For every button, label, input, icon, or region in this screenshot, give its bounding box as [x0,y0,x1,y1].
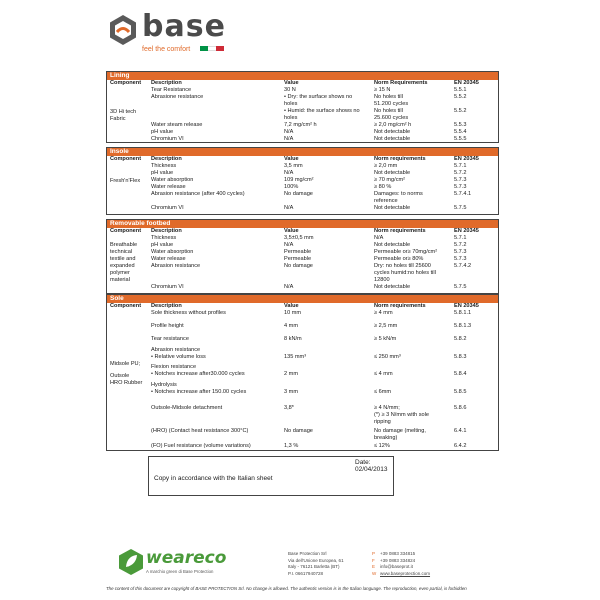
cell-description: Outsole-Midsole detachment [151,405,223,411]
cell-norm: ≥ 2,0 mm [374,163,398,169]
leaf-hexagon-icon [118,548,144,576]
table-row [107,108,498,115]
cell-value: 3,5 mm [284,163,303,169]
cell-norm: breaking) [374,435,398,441]
weareco-brand: weareco [146,548,227,568]
cell-description: pH value [151,129,174,135]
cell-description: Water release [151,184,186,190]
cell-value: 1,3 % [284,443,299,449]
component-line: textile and [110,256,136,262]
copy-note: Copy in accordance with the Italian sheet [154,475,273,482]
cell-norm: 25.600 cycles [374,115,409,121]
table-row [107,347,498,354]
cell-norm: N/A [374,235,384,241]
component-line: Midsole PU; [110,361,141,367]
cell-value: 109 mg/cm² [284,177,314,183]
flag-red [216,46,224,51]
section-title: Sole [107,295,498,303]
component-line: Breathable [110,242,138,248]
table-row [107,405,498,412]
cell-en: 5.8.1.1 [454,310,472,316]
header-description: Description [151,80,182,86]
table-row [107,435,498,442]
header-component: Component [110,228,142,234]
cell-norm: Not detectable [374,170,411,176]
cell-value: • Dry: the surface shows no [284,94,353,100]
cell-en: 5.5.5 [454,136,467,142]
cell-norm: ≤ 6mm [374,389,392,395]
address-line: Via dell'Unione Europea, 61 [288,557,344,563]
cell-description: • Notches increase after 150.00 cycles [151,389,247,395]
cell-en: 5.7.5 [454,284,467,290]
cell-description: Abrasion resistance [151,347,201,353]
header-value: Value [284,228,299,234]
cell-norm: ≥ 5 kN/m [374,336,397,342]
cell-en: 5.7.3 [454,249,467,255]
table-row [107,235,498,242]
header-norm: Norm requirements [374,228,426,234]
header-norm: Norm requirements [374,156,426,162]
cell-en: 5.5.4 [454,129,467,135]
cell-en: 5.7.5 [454,205,467,211]
cell-en: 5.7.3 [454,184,467,190]
column-headers [107,228,498,235]
cell-norm: Permeable or≥ 70mg/cm² [374,249,438,255]
cell-value: No damage [284,263,313,269]
contact-key: E [372,564,376,569]
component-line: material [110,277,130,283]
table-row [107,270,498,277]
cell-en: 5.8.5 [454,389,467,395]
cell-norm: ripping [374,419,391,425]
header-norm: Norm requirements [374,303,426,309]
header-value: Value [284,303,299,309]
component-line: technical [110,249,133,255]
section-title: Insole [107,148,498,156]
cell-en: 5.5.3 [454,122,467,128]
cell-description: Abrasion resistance (after 400 cycles) [151,191,245,197]
rows [107,310,498,450]
table-row [107,419,498,426]
cell-en: 5.7.1 [454,235,467,241]
cell-en: 5.7.2 [454,170,467,176]
hexagon-nut-icon [108,14,138,46]
cell-norm: Not detectable [374,129,411,135]
component-name [110,109,136,123]
cell-norm: No holes till [374,94,403,100]
section-lining [106,71,499,143]
cell-value: 3,5±0,5 mm [284,235,314,241]
cell-en: 5.7.3 [454,256,467,262]
rows [107,87,498,143]
table-row [107,129,498,136]
contact-value: +39 0883 334815 [380,551,416,556]
component-line: Outsole [110,373,130,379]
component-name [110,361,142,387]
contact-value[interactable]: info@baseprot.it [380,564,413,569]
table-row [107,364,498,371]
table-row [107,382,498,389]
cell-value: N/A [284,205,294,211]
cell-norm: ≤ 12% [374,443,390,449]
header-description: Description [151,156,182,162]
cell-description: Sole thickness without profiles [151,310,226,316]
column-headers [107,80,498,87]
table-row [107,94,498,101]
rows [107,235,498,291]
cell-norm: 51.200 cycles [374,101,409,107]
section-title: Removable footbed [107,220,498,228]
rows [107,163,498,212]
weareco-logo [118,546,227,582]
component-name [110,178,140,185]
cell-en: 5.8.6 [454,405,467,411]
cell-norm: ≤ 4 mm [374,371,393,377]
header-en: EN 20345 [454,80,479,86]
header-description: Description [151,303,182,309]
cell-norm: Damages: to norms [374,191,423,197]
cell-norm: Not detectable [374,205,411,211]
header-en: EN 20345 [454,228,479,234]
contact-value[interactable]: www.baseprotection.com [380,570,431,576]
table-row [107,336,498,343]
component-line: HRO Rubber [110,380,143,386]
company-contacts [372,551,430,577]
cell-description: pH value [151,242,174,248]
cell-en: 5.7.4.1 [454,191,472,197]
table-row [107,256,498,263]
cell-en: 6.4.1 [454,428,467,434]
italian-flag [200,46,224,51]
cell-value: 7,2 mg/cm² h [284,122,317,128]
cell-en: 5.8.4 [454,371,467,377]
cell-description: Water absorption [151,177,194,183]
cell-description: Abrasion resistance [151,263,201,269]
cell-value: holes [284,115,298,121]
cell-value: Permeable [284,256,312,262]
table-row [107,87,498,94]
table-row [107,354,498,361]
cell-en: 5.7.1 [454,163,467,169]
component-line: polymer [110,270,130,276]
cell-en: 5.7.2 [454,242,467,248]
header-component: Component [110,156,142,162]
contact-key: W [372,570,377,576]
cell-norm: ≥ 15 N [374,87,391,93]
cell-description: Water absorption [151,249,194,255]
document-date: Date: 02/04/2013 [355,459,388,473]
table-row [107,263,498,270]
note-box [148,456,394,496]
table-row [107,163,498,170]
cell-description: (HRO) (Contact heat resistance 300°C) [151,428,249,434]
cell-description: Water release [151,256,186,262]
cell-en: 5.5.2 [454,108,467,114]
address-line: Italy - 76121 Barletta (BT) [288,564,340,569]
flag-white [208,46,216,51]
cell-value: 10 mm [284,310,302,316]
cell-en: 5.5.2 [454,94,467,100]
cell-norm: Permeable or≥ 80% [374,256,424,262]
header-value: Value [284,80,299,86]
table-row [107,170,498,177]
cell-norm: 12800 [374,277,390,283]
cell-en: 5.8.1.3 [454,323,472,329]
cell-description: Abrasione resistance [151,94,204,100]
cell-description: Water steam release [151,122,203,128]
cell-value: 2 mm [284,371,298,377]
cell-description: Chromium VI [151,136,184,142]
cell-norm: ≤ 250 mm³ [374,354,401,360]
cell-value: N/A [284,284,294,290]
company-address [288,551,344,577]
cell-value: 3,8* [284,405,294,411]
table-row [107,115,498,122]
component-line: Fresh'n'Flex [110,178,141,184]
header-component: Component [110,80,142,86]
cell-value: N/A [284,129,294,135]
contact-web[interactable] [372,571,430,578]
header-en: EN 20345 [454,156,479,162]
contact-value: +39 0883 334824 [380,557,416,563]
cell-description: pH value [151,170,174,176]
table-row [107,198,498,205]
weareco-tagline: A marchio green di Base Protection [146,569,214,574]
cell-description: (FO) Fuel resistance (volume variations) [151,443,251,449]
cell-description: Thickness [151,163,177,169]
table-row [107,101,498,108]
cell-value: 30 N [284,87,296,93]
table-row [107,122,498,129]
header-component: Component [110,303,142,309]
cell-description: Thickness [151,235,177,241]
cell-norm: ≥ 2,5 mm [374,323,398,329]
table-row [107,428,498,435]
cell-description: Tear Resistance [151,87,192,93]
table-row [107,177,498,184]
table-row [107,389,498,396]
cell-value: Permeable [284,249,312,255]
table-row [107,412,498,419]
table-row [107,242,498,249]
header-value: Value [284,156,299,162]
cell-norm: cycles humid:no holes till [374,270,436,276]
cell-norm: (*) ≥ 3 N/mm with sole [374,412,429,418]
cell-value: 100% [284,184,299,190]
cell-norm: ≥ 80 % [374,184,392,190]
column-headers [107,156,498,163]
cell-en: 5.8.3 [454,354,467,360]
table-row [107,249,498,256]
brand-tagline: feel the comfort [142,46,191,53]
cell-value: holes [284,101,298,107]
section-footbed [106,219,499,294]
table-row [107,191,498,198]
table-row [107,184,498,191]
cell-norm: Dry: no holes till 25600 [374,263,431,269]
column-headers [107,303,498,310]
cell-en: 6.4.2 [454,443,467,449]
cell-norm: Not detectable [374,242,411,248]
cell-value: N/A [284,136,294,142]
cell-value: 3 mm [284,389,298,395]
cell-description: Chromium VI [151,205,184,211]
table-row [107,371,498,378]
contact-key: F [372,557,375,563]
section-insole [106,147,499,215]
cell-value: 8 kN/m [284,336,302,342]
cell-norm: ≥ 4 mm [374,310,393,316]
cell-description: Chromium VI [151,284,184,290]
flag-green [200,46,208,51]
table-row [107,136,498,143]
cell-value: • Humid: the surface shows no [284,108,360,114]
cell-norm: No damage (melting, [374,428,426,434]
component-name [110,242,137,284]
cell-description: • Relative volume loss [151,354,206,360]
cell-value: No damage [284,428,313,434]
cell-description: Hydrolysis [151,382,177,388]
cell-norm: Not detectable [374,284,411,290]
cell-value: N/A [284,170,294,176]
header-norm: Norm Requirements [374,80,428,86]
table-row [107,277,498,284]
cell-norm: Not detectable [374,136,411,142]
section-sole [106,294,499,451]
component-line: expanded [110,263,135,269]
header-en: EN 20345 [454,303,479,309]
cell-en: 5.8.2 [454,336,467,342]
table-row [107,323,498,330]
cell-description: Flexion resistance [151,364,197,370]
cell-norm: ≥ 2,0 mg/cm² h [374,122,412,128]
cell-norm: ≥ 4 N/mm; [374,405,400,411]
cell-value: 4 mm [284,323,298,329]
cell-norm: ≥ 70 mg/cm² [374,177,406,183]
table-row [107,443,498,450]
contact-key: P [372,551,376,556]
table-row [107,310,498,317]
header-description: Description [151,228,182,234]
address-line: Base Protection Srl [288,551,327,556]
cell-en: 5.7.3 [454,177,467,183]
address-line: P.I. 06617940728 [288,570,323,576]
cell-en: 5.7.4.2 [454,263,472,269]
component-line: 3D Hi tech [110,109,137,115]
cell-description: • Notches increase after30.000 cycles [151,371,245,377]
section-title: Lining [107,72,498,80]
brand-name: base [142,9,226,44]
cell-norm: No holes till [374,108,403,114]
cell-value: N/A [284,242,294,248]
copyright-notice: The content of this document are copyright of BASE PROTECTION Srl. No change is allowed. The authentic version is in the Italian language. The reproduction, even partial, is forbidden [106,586,467,591]
cell-en: 5.5.1 [454,87,467,93]
table-row [107,284,498,291]
cell-value: 135 mm³ [284,354,307,360]
table-row [107,205,498,212]
cell-description: Profile height [151,323,184,329]
cell-norm: reference [374,198,398,204]
brand-logo [108,9,228,56]
cell-description: Tear resistance [151,336,189,342]
cell-value: No damage [284,191,313,197]
component-line: Fabric [110,116,126,122]
